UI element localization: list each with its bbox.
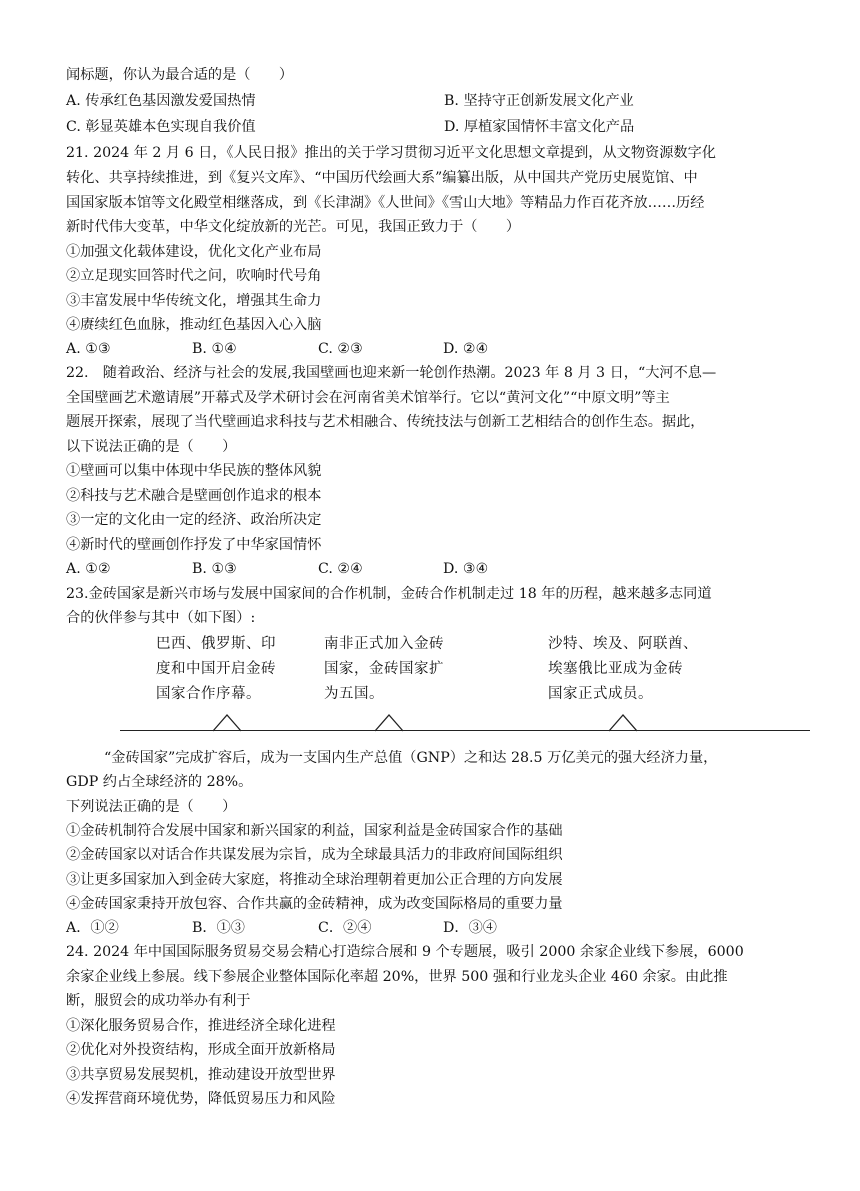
q22-text-line: 以下说法正确的是（ ）	[66, 439, 237, 455]
q21-text-line: 国国家版本馆等文化殿堂相继落成，到《长津湖》《人世间》《雪山大地》等精品力作百花齐放……历经	[66, 195, 705, 211]
timeline-event-2	[324, 632, 444, 707]
q21-text-line: 新时代伟大变革，中华文化绽放新的光芒。可见，我国正致力于（ ）	[66, 219, 521, 235]
q23-item: ④金砖国家秉持开放包容、合作共赢的金砖精神，成为改变国际格局的重要力量	[66, 896, 563, 912]
q20-option-a[interactable]: A. 传承红色基因激发爱国热情	[66, 93, 256, 109]
q24-text-line: 余家企业线上参展。线下参展企业整体国际化率超 20%，世界 500 强和行业龙头企业 460 余家。由此推	[66, 969, 728, 985]
q24-item: ④发挥营商环境优势，降低贸易压力和风险	[66, 1091, 336, 1107]
q23-option-a[interactable]: A．①②	[66, 920, 119, 936]
q23-text-line: 合的伙伴参与其中（如下图）:	[66, 610, 256, 626]
timeline-event-line: 国家合作序幕。	[156, 686, 261, 702]
brics-timeline	[120, 628, 810, 738]
q23-option-c[interactable]: C．②④	[318, 920, 372, 936]
q23-item: ①金砖机制符合发展中国家和新兴国家的利益，国家利益是金砖国家合作的基础	[66, 823, 563, 839]
q22-option-a[interactable]: A. ①②	[66, 561, 111, 577]
q23-text-line: 23.金砖国家是新兴市场与发展中国家间的合作机制，金砖合作机制走过 18 年的历程，越来越多志同道	[66, 586, 712, 602]
timeline-event-line: 巴西、俄罗斯、印	[156, 636, 276, 652]
q24-text-line: 24. 2024 年中国国际服务贸易交易会精心打造综合展和 9 个专题展，吸引 2000 余家企业线下参展，6000	[66, 944, 744, 960]
timeline-event-line: 度和中国开启金砖	[156, 661, 276, 677]
timeline-event-3	[548, 632, 698, 707]
timeline-event-line: 埃塞俄比亚成为金砖	[548, 661, 683, 677]
timeline-event-line: 国家，金砖国家扩	[324, 661, 444, 677]
q21-text-line: 转化、共享持续推进，到《复兴文库》、“中国历代绘画大系”编纂出版，从中国共产党历史展览馆、中	[66, 170, 698, 186]
q20-option-c[interactable]: C. 彰显英雄本色实现自我价值	[66, 119, 256, 135]
q24-item: ③共享贸易发展契机，推动建设开放型世界	[66, 1067, 336, 1083]
q24-text-line: 断，服贸会的成功举办有利于	[66, 993, 251, 1009]
q22-item: ④新时代的壁画创作抒发了中华家国情怀	[66, 537, 322, 553]
timeline-event-1	[156, 632, 276, 707]
q21-text-line: 21. 2024 年 2 月 6 日，《人民日报》推出的关于学习贯彻习近平文化思想文章提到，从文物资源数字化	[66, 145, 716, 161]
q20-stem: 闻标题，你认为最合适的是（ ）	[66, 67, 294, 83]
q22-text-line: 22. 随着政治、经济与社会的发展,我国壁画也迎来新一轮创作热潮。2023 年 8 月 3 日，“大河不息—	[66, 365, 717, 381]
q21-option-b[interactable]: B. ①④	[192, 341, 237, 357]
q23-note-line: “金砖国家”完成扩容后，成为一支国内生产总值（GNP）之和达 28.5 万亿美元的强大经济力量，	[104, 750, 718, 766]
q22-item: ②科技与艺术融合是壁画创作追求的根本	[66, 488, 322, 504]
q22-option-d[interactable]: D. ③④	[443, 561, 489, 577]
q20-option-d[interactable]: D. 厚植家国情怀丰富文化产品	[444, 119, 635, 135]
timeline-event-line: 国家正式成员。	[548, 686, 653, 702]
q21-item: ④赓续红色血脉，推动红色基因入心入脑	[66, 317, 322, 333]
q22-option-c[interactable]: C. ②④	[318, 561, 363, 577]
q21-item: ③丰富发展中华传统文化，增强其生命力	[66, 293, 322, 309]
timeline-marker-3	[608, 714, 638, 732]
timeline-event-line: 南非正式加入金砖	[324, 636, 444, 652]
q22-text-line: 题展开探索，展现了当代壁画追求科技与艺术相融合、传统技法与创新工艺相结合的创作生态。据此，	[66, 414, 705, 430]
q21-item: ①加强文化载体建设，优化文化产业布局	[66, 244, 322, 260]
timeline-marker-2	[374, 714, 404, 732]
q23-note-line: GDP 约占全球经济的 28%。	[66, 774, 253, 790]
q23-option-b[interactable]: B．①③	[192, 920, 245, 936]
q22-item: ①壁画可以集中体现中华民族的整体风貌	[66, 463, 322, 479]
q21-option-a[interactable]: A. ①③	[66, 341, 111, 357]
q22-option-b[interactable]: B. ①③	[192, 561, 237, 577]
q20-option-b[interactable]: B. 坚持守正创新发展文化产业	[444, 93, 634, 109]
q22-item: ③一定的文化由一定的经济、政治所决定	[66, 512, 322, 528]
q24-item: ②优化对外投资结构，形成全面开放新格局	[66, 1042, 336, 1058]
q22-text-line: 全国壁画艺术邀请展”开幕式及学术研讨会在河南省美术馆举行。它以“黄河文化”“中原文明”等主	[66, 390, 670, 406]
timeline-marker-1	[212, 714, 242, 732]
q23-option-d[interactable]: D．③④	[443, 920, 497, 936]
timeline-event-line: 沙特、埃及、阿联酋、	[548, 636, 698, 652]
timeline-event-line: 为五国。	[324, 686, 384, 702]
q21-item: ②立足现实回答时代之问，吹响时代号角	[66, 268, 322, 284]
q24-item: ①深化服务贸易合作，推进经济全球化进程	[66, 1018, 336, 1034]
q23-stem: 下列说法正确的是（ ）	[66, 799, 237, 815]
q23-item: ②金砖国家以对话合作共谋发展为宗旨，成为全球最具活力的非政府间国际组织	[66, 847, 563, 863]
q21-option-c[interactable]: C. ②③	[318, 341, 363, 357]
q21-option-d[interactable]: D. ②④	[443, 341, 489, 357]
q23-item: ③让更多国家加入到金砖大家庭，将推动全球治理朝着更加公正合理的方向发展	[66, 872, 563, 888]
